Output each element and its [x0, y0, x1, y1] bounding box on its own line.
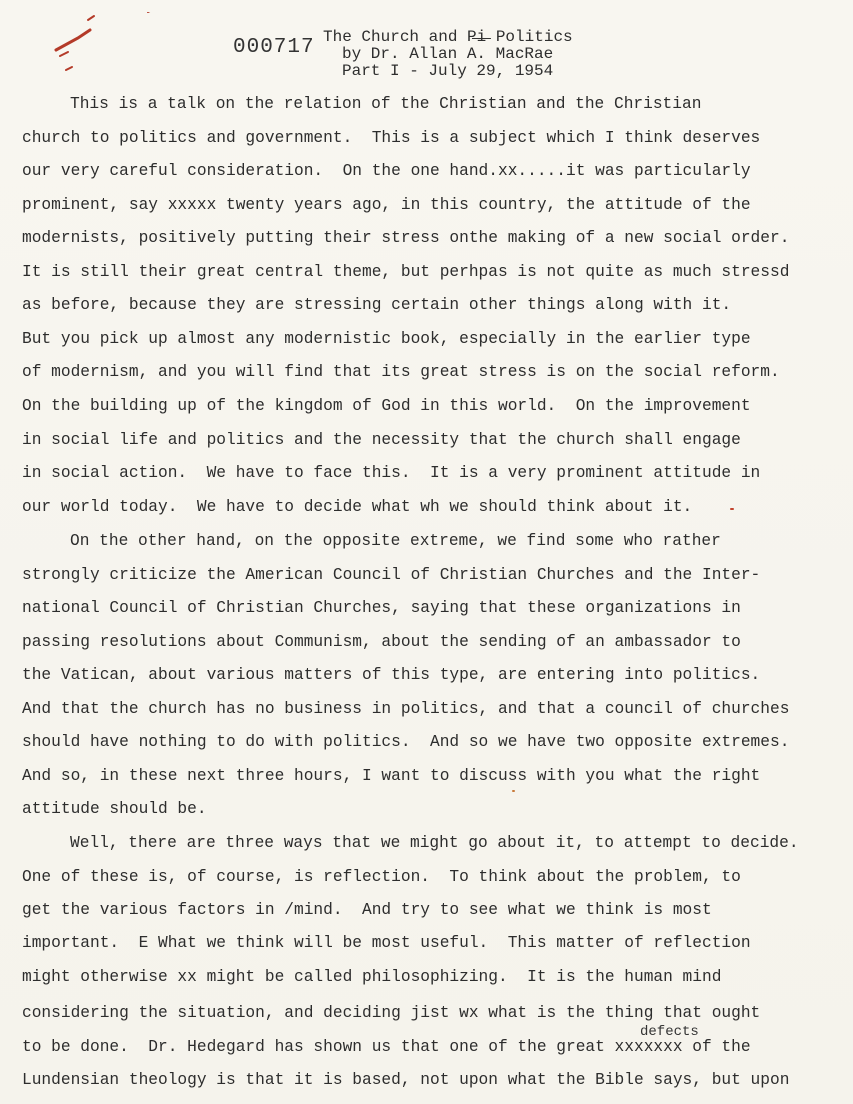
- text-line: And so, in these next three hours, I want to discuss with you what the right: [22, 767, 761, 785]
- text-line: passing resolutions about Communism, about the sending of an ambassador to: [22, 633, 741, 651]
- handwritten-correction: defects: [640, 1024, 699, 1040]
- text-line: On the other hand, on the opposite extreme, we find some who rather: [70, 532, 721, 550]
- document-date: Part I - July 29, 1954: [342, 62, 554, 80]
- text-line: Well, there are three ways that we might go about it, to attempt to decide.: [70, 834, 799, 852]
- text-line: national Council of Christian Churches, saying that these organizations in: [22, 599, 741, 617]
- text-line: get the various factors in /mind. And try to see what we think is most: [22, 901, 712, 919]
- text-line: our very careful consideration. On the one hand.xx.....it was particularly: [22, 162, 751, 180]
- text-line: This is a talk on the relation of the Christian and the Christian: [70, 95, 702, 113]
- text-line: in social life and politics and the necessity that the church shall engage: [22, 431, 741, 449]
- text-line: On the building up of the kingdom of God in this world. On the improvement: [22, 397, 751, 415]
- red-pencil-marks: [48, 12, 168, 82]
- text-line: might otherwise xx might be called philosophizing. It is the human mind: [22, 968, 722, 986]
- text-line: And that the church has no business in politics, and that a council of churches: [22, 700, 790, 718]
- text-line: as before, because they are stressing certain other things along with it.: [22, 296, 732, 314]
- text-line: It is still their great central theme, but perhpas is not quite as much stressd: [22, 263, 790, 281]
- text-line: strongly criticize the American Council of Christian Churches and the Inter-: [22, 566, 761, 584]
- document-title: The Church and P̶i̶ Politics: [323, 28, 573, 46]
- document-number: 000717: [233, 36, 315, 59]
- text-line: attitude should be.: [22, 800, 207, 818]
- stray-red-mark: [730, 508, 734, 510]
- text-line: the Vatican, about various matters of this type, are entering into politics.: [22, 666, 761, 684]
- text-line: modernists, positively putting their stress onthe making of a new social order.: [22, 229, 790, 247]
- text-line: important. E What we think will be most useful. This matter of reflection: [22, 934, 751, 952]
- text-line: in social action. We have to face this. It is a very prominent attitude in: [22, 464, 761, 482]
- text-line: considering the situation, and deciding jist wx what is the thing that ought: [22, 1004, 761, 1022]
- text-line: church to politics and government. This is a subject which I think deserves: [22, 129, 761, 147]
- stray-red-mark: [512, 790, 515, 792]
- text-line: our world today. We have to decide what wh we should think about it.: [22, 498, 693, 516]
- text-line: Lundensian theology is that it is based, not upon what the Bible says, but upon: [22, 1071, 790, 1089]
- document-author: by Dr. Allan A. MacRae: [342, 45, 554, 63]
- text-line: to be done. Dr. Hedegard has shown us that one of the great xxxxxxx of the: [22, 1038, 751, 1056]
- text-line: prominent, say xxxxx twenty years ago, in this country, the attitude of the: [22, 196, 751, 214]
- text-line: But you pick up almost any modernistic book, especially in the earlier type: [22, 330, 751, 348]
- text-line: One of these is, of course, is reflection. To think about the problem, to: [22, 868, 741, 886]
- text-line: should have nothing to do with politics. And so we have two opposite extremes.: [22, 733, 790, 751]
- text-line: of modernism, and you will find that its great stress is on the social reform.: [22, 363, 780, 381]
